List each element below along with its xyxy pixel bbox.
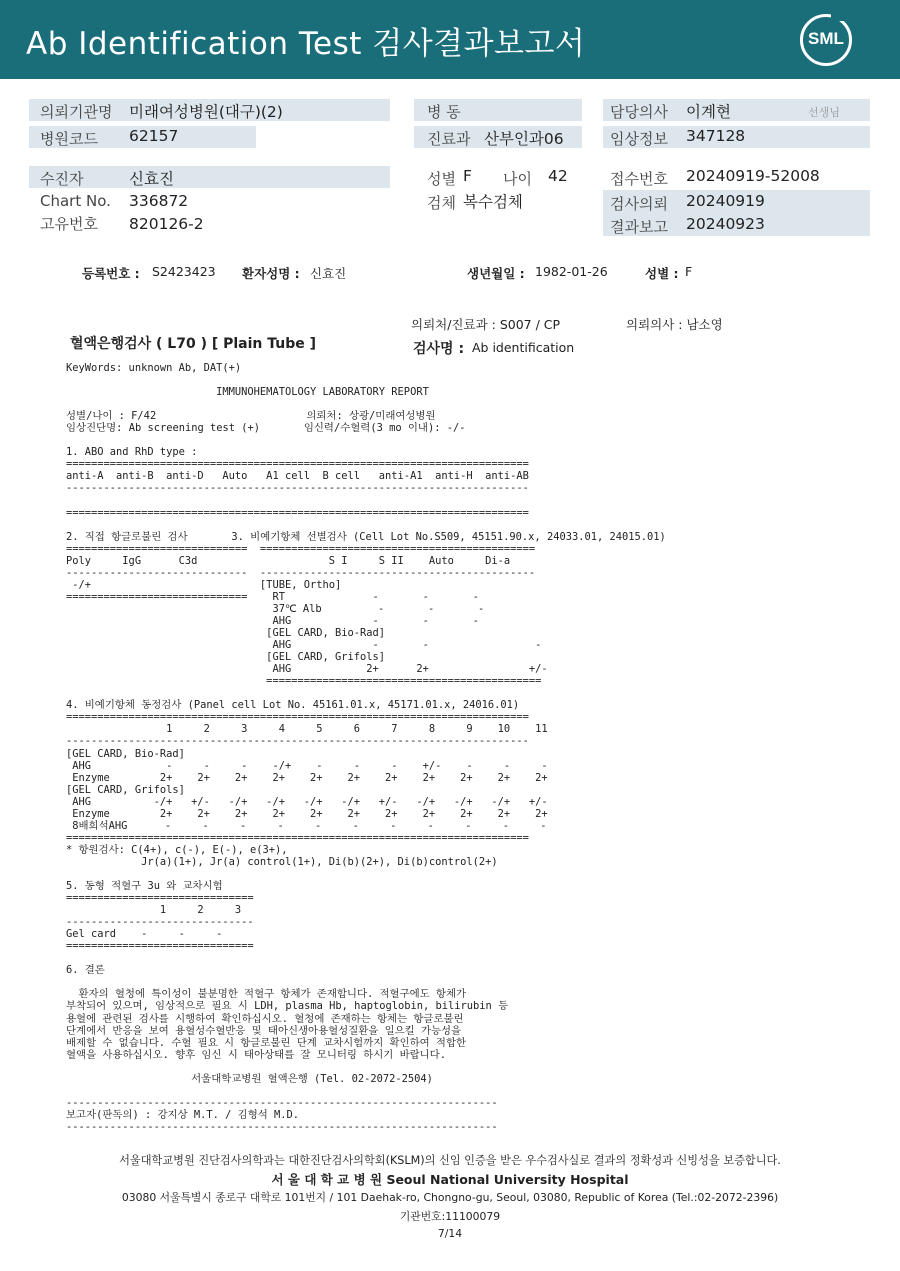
report-line: ========================================================================== [66,506,529,519]
report-date-value: 20240923 [686,215,765,233]
request-value: 20240919 [686,192,765,210]
report-line: 4. 비예기항체 동정검사 (Panel cell Lot No. 45161.01.x, 45171.01.x, 24016.01) [66,699,520,712]
specimen-value: 복수검체 [463,193,523,211]
dob-label: 생년월일 : [467,266,525,281]
report-line: Gel card - - - [66,928,223,941]
sex-value: F [463,167,472,185]
institution-label: 의뢰기관명 [40,103,113,121]
report-line: 37℃ Alb - - - [66,602,485,615]
report-line: AHG -/+ +/- -/+ -/+ -/+ -/+ +/- -/+ -/+ -/+ +/- [66,795,548,808]
specimen-label: 검체 [427,194,456,212]
report-line: * 항원검사: C(4+), c(-), E(-), e(3+), [66,843,288,856]
hospital-name: 서 울 대 학 교 병 원 Seoul National University Hospital [271,1172,629,1187]
report-line: 성별/나이 : F/42 의뢰처: 상광/미래여성병원 [66,410,436,423]
report-title: Ab Identification Test 검사결과보고서 [26,26,586,62]
page-number: 7/14 [437,1227,463,1240]
report-line: 임상진단명: Ab screening test (+) 임신력/수혈력(3 mo 이내): -/- [66,422,466,435]
report-line: AHG 2+ 2+ +/- [66,663,548,676]
report-line: 5. 동형 적혈구 3u 와 교차시험 [66,880,223,893]
report-line: Jr(a)(1+), Jr(a) control(1+), Di(b)(2+), Di(b)control(2+) [66,855,498,868]
report-line: --------------------------------------------------------------------- [66,1120,498,1133]
sml-logo-text: SML [808,29,844,48]
report-line: Poly IgG C3d S I S II Auto Di-a [66,554,511,567]
registration-label: 등록번호 : [82,266,140,281]
ward-label: 병 동 [427,103,461,121]
report-line: AHG - - - [66,639,542,652]
patient-value: 신효진 [129,170,174,188]
patient-name-value: 신효진 [310,266,347,281]
institution-number: 기관번호:11100079 [399,1210,501,1223]
dept-label: 진료과 [427,130,471,148]
report-line: ========================================================================== [66,831,529,844]
report-line: AHG - - - -/+ - - - +/- - - - [66,759,548,772]
test-title: 혈액은행검사 ( L70 ) [ Plain Tube ] [70,336,317,352]
report-line: ========================================================================== [66,711,529,724]
age-label: 나이 [503,170,532,188]
clinical-value: 347128 [686,127,746,145]
report-line: anti-A anti-B anti-D Auto A1 cell B cell anti-A1 anti-H anti-AB [66,470,529,483]
report-line: [GEL CARD, Grifols] [66,783,185,796]
sex-label: 성별 [427,170,456,188]
chart-value: 336872 [129,192,189,210]
report-line: [GEL CARD, Bio-Rad] [66,627,386,640]
report-line: AHG - - - [66,614,479,627]
patient-label: 수진자 [40,170,84,188]
report-line: [GEL CARD, Bio-Rad] [66,747,185,760]
report-line: 8배희석AHG - - - - - - - - - - - [66,819,547,832]
report-line: ============================= ============================================ [66,542,536,555]
report-date-label: 결과보고 [610,218,668,236]
report-line: 1. ABO and RhD type : [66,446,198,459]
reception-value: 20240919-52008 [686,167,820,185]
dept-line: 의뢰처/진료과 : S007 / CP [411,317,561,332]
report-line: ========================================================================== [66,458,529,471]
test-name-label: 검사명 : [413,341,465,357]
institution-value: 미래여성병원(대구)(2) [129,103,283,121]
lab-report-body [66,362,666,1133]
report-line: 혈액을 사용하십시오. 향후 임신 시 태아상태를 잘 모니터링 하시기 바랍니다. [66,1048,446,1061]
report-line: 2. 직접 항글로불린 검사 3. 비예기항체 선별검사 (Cell Lot No.S509, 45151.90.x, 24033.01, 24015.01) [66,530,666,543]
sml-logo [800,14,852,66]
report-line: 배제할 수 없습니다. 수혈 필요 시 항글로불린 단계 교차시험까지 확인하여 적합한 [66,1036,467,1049]
report-line: ============================== [66,940,254,953]
report-line: 6. 결론 [66,964,105,977]
requesting-doctor-line: 의뢰의사 : 남소영 [626,317,723,332]
doctor-suffix: 선생님 [808,106,840,119]
report-line: 단계에서 반응을 보여 용혈성수혈반응 및 태아신생아용혈성질환을 일으킬 가능성을 [66,1024,462,1037]
report-line: -/+ [TUBE, Ortho] [66,578,342,591]
patient-name-label: 환자성명 : [242,266,300,281]
report-line: --------------------------------------------------------------------- [66,1096,498,1109]
doctor-label: 담당의사 [610,103,668,121]
summary-sex-label: 성별 : [645,266,679,281]
report-line: 부착되어 있으며, 임상적으로 필요 시 LDH, plasma Hb, haptoglobin, bilirubin 등 [66,1000,509,1013]
report-line: 1 2 3 [66,904,242,917]
report-line: 환자의 혈청에 특이성이 불분명한 적혈구 항체가 존재합니다. 적혈구에도 항체가 [66,988,467,1001]
report-line: ============================================ [66,675,542,688]
test-name-value: Ab identification [472,340,575,355]
report-line: Enzyme 2+ 2+ 2+ 2+ 2+ 2+ 2+ 2+ 2+ 2+ 2+ [66,807,548,820]
certification-text: 서울대학교병원 진단검사의학과는 대한진단검사의학회(KSLM)의 신임 인증을 받은 우수검사실로 결과의 정확성과 신빙성을 보증합니다. [119,1154,781,1167]
report-line: ============================= RT - - - [66,590,479,603]
report-line: Enzyme 2+ 2+ 2+ 2+ 2+ 2+ 2+ 2+ 2+ 2+ 2+ [66,771,548,784]
chart-label: Chart No. [40,192,111,210]
report-line: 서울대학교병원 혈액은행 (Tel. 02-2072-2504) [66,1072,433,1085]
report-line: ----------------------------- -------------------------------------------- [66,566,536,579]
report-header [0,0,900,79]
report-line: ============================== [66,892,254,905]
hospital-code-value: 62157 [129,127,179,145]
report-line: -------------------------------------------------------------------------- [66,735,529,748]
reception-label: 접수번호 [610,170,668,188]
report-line: IMMUNOHEMATOLOGY LABORATORY REPORT [66,386,429,399]
report-line: 1 2 3 4 5 6 7 8 9 10 11 [66,723,548,736]
report-line: ------------------------------ [66,916,254,929]
summary-sex-value: F [685,264,693,279]
clinical-label: 임상정보 [610,130,668,148]
registration-value: S2423423 [152,264,216,279]
report-line: KeyWords: unknown Ab, DAT(+) [66,362,242,374]
unique-label: 고유번호 [40,215,98,233]
hospital-address: 03080 서울특별시 종로구 대학로 101번지 / 101 Daehak-ro, Chongno-gu, Seoul, 03080, Republic of Korea (Tel.:02-2072-2396) [121,1191,779,1204]
dob-value: 1982-01-26 [535,264,608,279]
dept-value: 산부인과06 [484,130,564,148]
report-line: 보고자(판독의) : 강지상 M.T. / 김형석 M.D. [66,1108,300,1121]
age-value: 42 [548,167,568,185]
doctor-value: 이계현 [686,103,731,121]
report-line: -------------------------------------------------------------------------- [66,482,529,495]
unique-value: 820126-2 [129,215,204,233]
report-line: [GEL CARD, Grifols] [66,651,386,664]
hospital-code-label: 병원코드 [40,130,98,148]
report-line: 용혈에 관련된 검사를 시행하여 확인하십시오. 혈청에 존재하는 항체는 항글로불린 [66,1012,464,1025]
request-label: 검사의뢰 [610,195,668,213]
